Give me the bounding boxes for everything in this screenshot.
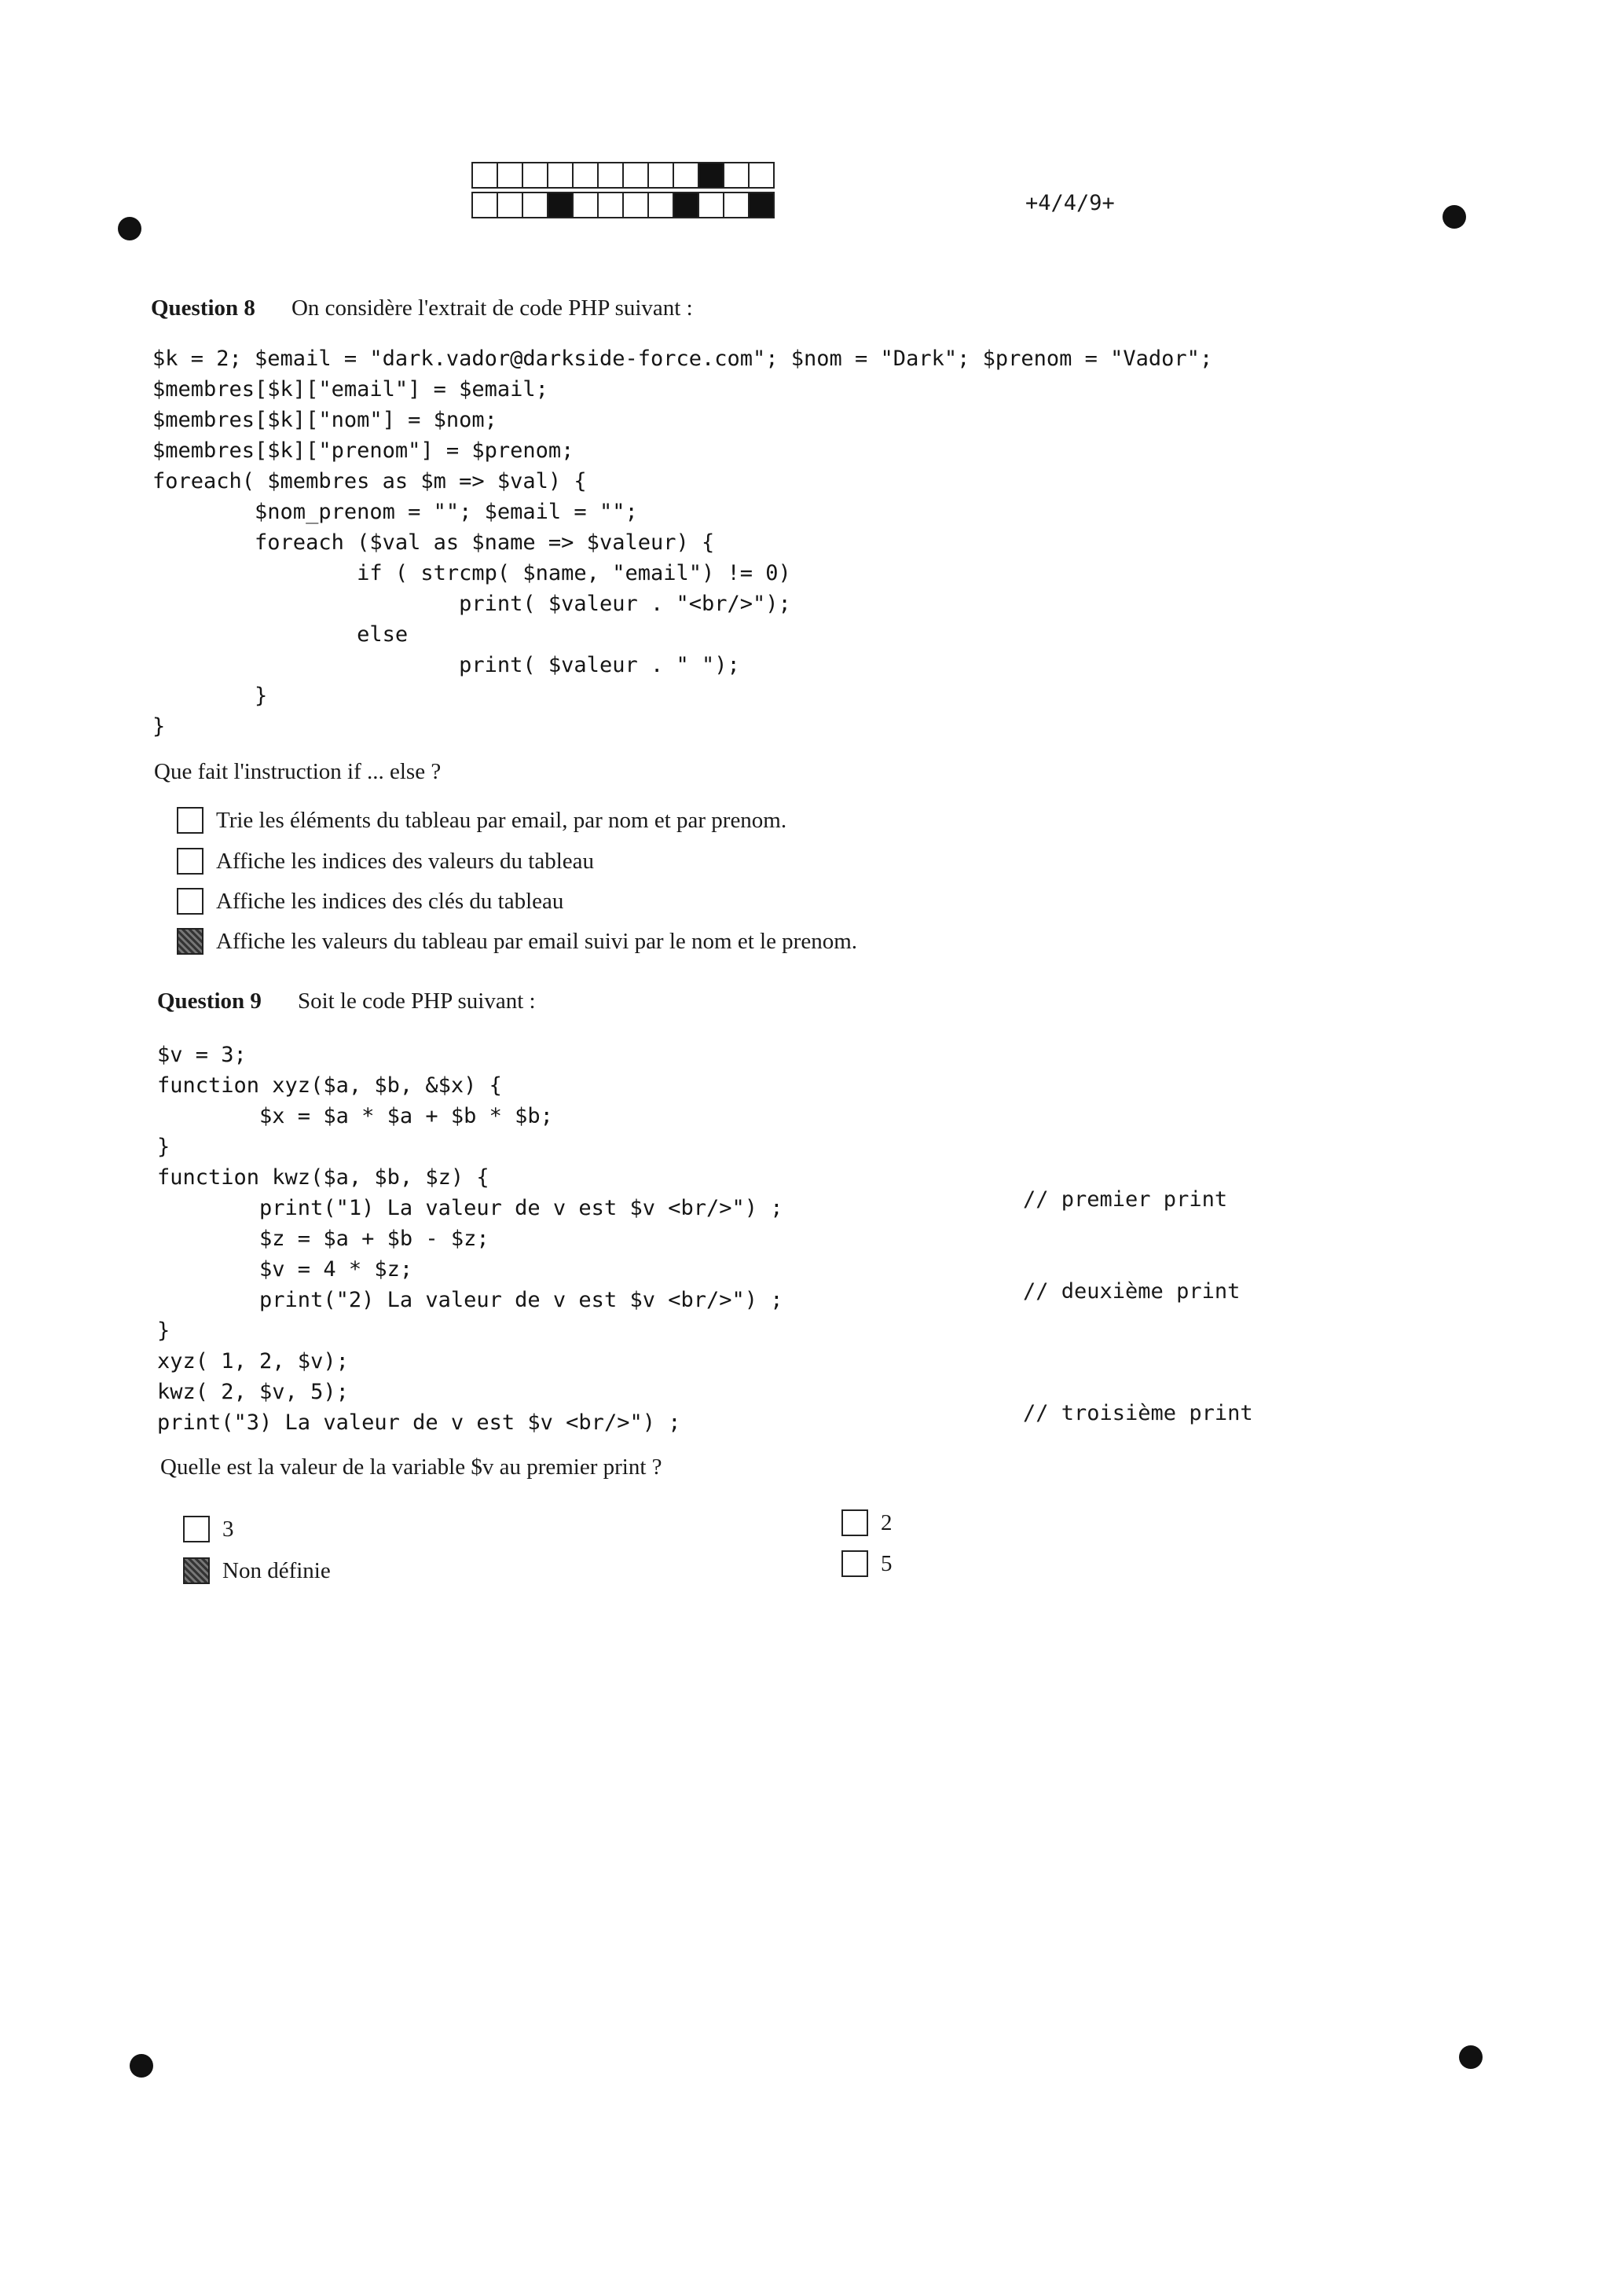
id-grid-row-1 [471,162,773,187]
checkbox[interactable] [177,807,203,834]
q9-answer-2[interactable] [841,1509,893,1536]
id-grid-cell [698,162,724,189]
question-number: Question 8 [151,295,255,321]
id-grid-cell [522,192,548,218]
q8-answer-4[interactable] [177,928,857,955]
q8-answer-3[interactable] [177,888,563,915]
question-8-prompt: Que fait l'instruction if ... else ? [154,759,442,784]
id-grid-row-2 [471,192,773,217]
checkbox[interactable] [177,888,203,915]
id-grid-cell [597,162,624,189]
question-9-header [157,988,536,1014]
question-number: Question 9 [157,988,262,1014]
answer-label: Affiche les indices des valeurs du tableau [216,848,595,874]
id-grid-cell [723,192,750,218]
id-grid-cell [547,162,574,189]
question-9-code: $v = 3; function xyz($a, $b, &$x) { $x = $a * $a + $b * $b; } function kwz($a, $b, $z) { print("1) La valeur de v est $v <br/>") ; $z = $a + $b - $z; $v = 4 * $z; print("2) La valeur de v est $v <br/>") ; } xyz( 1, 2, $v); kwz( 2, $v, 5); print("3) La valeur de v est $v <br/>") ; [157,1043,783,1435]
student-id-grid [471,162,773,222]
q9-answer-non-definie[interactable] [183,1557,331,1584]
q9-answer-5[interactable] [841,1550,893,1577]
comment-troisieme-print: // troisième print [1023,1401,1253,1425]
id-grid-cell [547,192,574,218]
id-grid-cell [647,162,674,189]
id-grid-cell [622,162,649,189]
answer-label: Affiche les valeurs du tableau par email suivi par le nom et le prenom. [216,928,858,954]
id-grid-cell [497,192,523,218]
answer-label: Trie les éléments du tableau par email, par nom et par prenom. [216,807,787,833]
id-grid-cell [572,192,599,218]
question-intro: Soit le code PHP suivant : [297,988,536,1014]
q8-answer-1[interactable] [177,807,786,834]
registration-mark-top-right [1443,205,1466,229]
id-grid-cell [748,162,775,189]
id-grid-cell [673,162,699,189]
question-8-header [151,295,693,321]
comment-deuxieme-print: // deuxième print [1023,1279,1241,1304]
answer-label: 3 [222,1516,234,1542]
id-grid-cell [748,192,775,218]
checkbox[interactable] [183,1516,210,1542]
id-grid-cell [572,162,599,189]
checkbox[interactable] [841,1550,868,1577]
question-9-prompt: Quelle est la valeur de la variable $v au premier print ? [160,1454,662,1480]
page-code: +4/4/9+ [1025,191,1115,215]
answer-label: Non définie [222,1557,331,1583]
id-grid-cell [497,162,523,189]
checkbox[interactable] [177,848,203,875]
id-grid-cell [471,162,498,189]
answer-label: Affiche les indices des clés du tableau [216,888,564,914]
registration-mark-top-left [118,217,141,240]
id-grid-cell [673,192,699,218]
checkbox-checked[interactable] [177,928,203,955]
q8-answer-2[interactable] [177,848,594,875]
answer-label: 5 [881,1550,893,1576]
id-grid-cell [471,192,498,218]
question-8-code: $k = 2; $email = "dark.vador@darkside-force.com"; $nom = "Dark"; $prenom = "Vador"; $membres[$k]["email"] = $email; $membres[$k]["nom"] = $nom; $membres[$k]["prenom"] = $prenom; foreach( $membres as $m => $val) { $nom_prenom = ""; $email = ""; foreach ($val as $name => $valeur) { if ( strcmp( $name, "email") != 0) print( $valeur . "<br/>"); else print( $valeur . " "); } } [152,347,1213,739]
q9-answer-3[interactable] [183,1516,234,1542]
id-grid-cell [522,162,548,189]
id-grid-cell [698,192,724,218]
registration-mark-bottom-right [1459,2045,1483,2069]
id-grid-cell [647,192,674,218]
id-grid-cell [723,162,750,189]
checkbox-checked[interactable] [183,1557,210,1584]
answer-label: 2 [881,1509,893,1535]
checkbox[interactable] [841,1509,868,1536]
registration-mark-bottom-left [130,2054,153,2078]
id-grid-cell [622,192,649,218]
question-intro: On considère l'extrait de code PHP suivant : [291,295,693,321]
comment-premier-print: // premier print [1023,1187,1228,1212]
id-grid-cell [597,192,624,218]
